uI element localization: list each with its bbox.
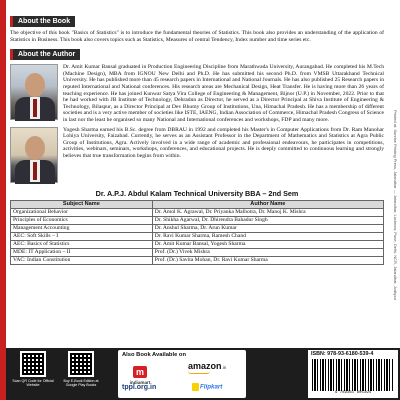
indiamart-logo[interactable]: m indiamart xyxy=(129,367,151,385)
author-cell: Prof. (Dr.) Savita Mohan, Dr. Ravi Kumar Sharma xyxy=(152,256,383,264)
author-cell: Dr. Amit Kumar Bansal, Yogesh Sharma xyxy=(152,240,383,248)
red-edge-strip xyxy=(0,0,6,400)
tppl-logo[interactable]: tppl.org.in xyxy=(122,384,157,391)
barcode-icon xyxy=(312,359,394,391)
table-row xyxy=(11,240,384,248)
table-header-row xyxy=(11,200,384,208)
subject-cell: VAC: Indian Constitution xyxy=(11,256,153,264)
amazon-logo[interactable]: amazon.in xyxy=(188,361,226,374)
author-cell: Dr. Amol K. Agrawal, Dr. Priyanka Malhotra, Dr. Manoj K. Mishra xyxy=(152,208,383,216)
subject-cell: Principles of Economics xyxy=(11,216,153,224)
table-row xyxy=(11,224,384,232)
author-cell: Dr. Anshul Sharma, Dr. Arun Kumar xyxy=(152,224,383,232)
printer-info: Printed at: Sunrise Printing Press, Jalandhar — Jalandhar, Lucknow, Pune, Delhi, NCR, Jalandhar, Jodhpur xyxy=(393,110,398,301)
flipkart-bag-icon xyxy=(192,383,199,391)
subject-cell: MDE: IT Application – II xyxy=(11,248,153,256)
footer-bar xyxy=(6,348,400,400)
syllabus-table-title: Dr. A.P.J. Abdul Kalam Technical University BBA – 2nd Sem xyxy=(95,188,299,198)
ebook-qr-label: Buy E-Book Edition at Google Play Books xyxy=(63,379,99,388)
isbn-panel xyxy=(308,350,398,398)
author-cell: Dr. Ravi Kumar Sharma, Ramesh Chand xyxy=(152,232,383,240)
printer-side-text xyxy=(390,110,398,360)
website-qr-code[interactable] xyxy=(20,351,46,377)
table-row xyxy=(11,216,384,224)
ebook-qr-code[interactable] xyxy=(68,351,94,377)
about-book-text: The objective of this book "Basics of Statistics" is to introduce the fundamental theories of Statistics. This book also provides an understanding of the application of Statistics in Business. This book also covers topics such as Statistics, Measures of central Tendency, Index number and time series etc. xyxy=(10,30,384,43)
main-content xyxy=(10,10,384,265)
barcode-number: 9 789361 805394 xyxy=(334,391,371,395)
amazon-smile-icon xyxy=(188,371,210,374)
author-cell: Dr. Shikha Agarwal, Dr. Dhirendra Bahadur Singh xyxy=(152,216,383,224)
header-author: Author Name xyxy=(152,200,383,208)
table-row xyxy=(11,208,384,216)
syllabus-table xyxy=(10,200,384,265)
stores-title: Also Book Available on xyxy=(122,352,186,358)
isbn-text: ISBN: 978-93-6180-539-4 xyxy=(311,351,374,357)
table-row xyxy=(11,256,384,264)
author-1-block xyxy=(10,64,384,123)
subject-cell: AEC: Soft Skills – I xyxy=(11,232,153,240)
author-cell: Prof. (Dr.) Vivek Mishra xyxy=(152,248,383,256)
author-1-bio: Dr. Amit Kumar Bansal graduated in Production Engineering Discipline from Marathwada University, Aurangabad. He completed his M.Tech (Machine Design), MBA from IGNOU New Delhi and Ph.D. He has submitted his second Ph.D. from VMSB Uttarakhand Technical University. He has published more than 45 research papers in International and National Journals. He has also published 25 Research papers in reputed International and National conferences. His research areas are Mechanical Design, Heat Transfer. He is having more than 26 years of teaching experience. He has joined Kunwar Satya Vira College of Engineering & Management, Bijnor (U.P.) in November, 2022. Prior to that he had worked with JB Institute of Technology, Dehradun as Director, he served as a Director Principal at Shiva Institute of Engineering & Technology, Bilaspur, as a Director Principal at Dev Bhumy Group of Institutions, Una, Himachal Pradesh. He has a membership of different societies and is a very active member of societies like ISTE, IAENG, Indian Association of Commerce, Himachal Pradesh Congress of Science in last nor the least he organised so many National and International conferences and workshops, FDP and many more. xyxy=(63,64,384,123)
about-book-heading: About the Book xyxy=(10,16,75,27)
website-qr-label: Scan QR Code for Official Website xyxy=(12,379,54,388)
flipkart-logo[interactable]: Flipkart xyxy=(192,383,222,391)
subject-cell: Organizational Behavior xyxy=(11,208,153,216)
author-2-bio: Yogesh Sharma earned his B.Sc. degree from DBRAU in 1992 and completed his Master's in Computer Applications from Dr. Ram Manohar Lohiya University, Faizabad. Currently, he serves as an Assistant Professor in the Department of Mathematics and Statistics at Agra Public Group of Institutions, Agra. Actively involved in a wide range of academic and professional endeavours, he participates in competitions, activities, webinars, seminars, workshops, conferences, and educational projects. He is deeply committed to continuous learning and strongly believes that true transformation begins from within. xyxy=(63,126,384,159)
subject-cell: AEC: Basics of Statistics xyxy=(11,240,153,248)
indiamart-icon: m xyxy=(133,366,147,378)
header-subject: Subject Name xyxy=(11,200,153,208)
table-row xyxy=(11,248,384,256)
author-1-photo xyxy=(10,64,58,120)
stores-panel xyxy=(118,350,246,398)
author-2-block xyxy=(10,127,384,185)
about-author-heading: About the Author xyxy=(10,49,80,60)
table-row xyxy=(11,232,384,240)
author-2-photo xyxy=(10,127,58,183)
subject-cell: Management Accounting xyxy=(11,224,153,232)
